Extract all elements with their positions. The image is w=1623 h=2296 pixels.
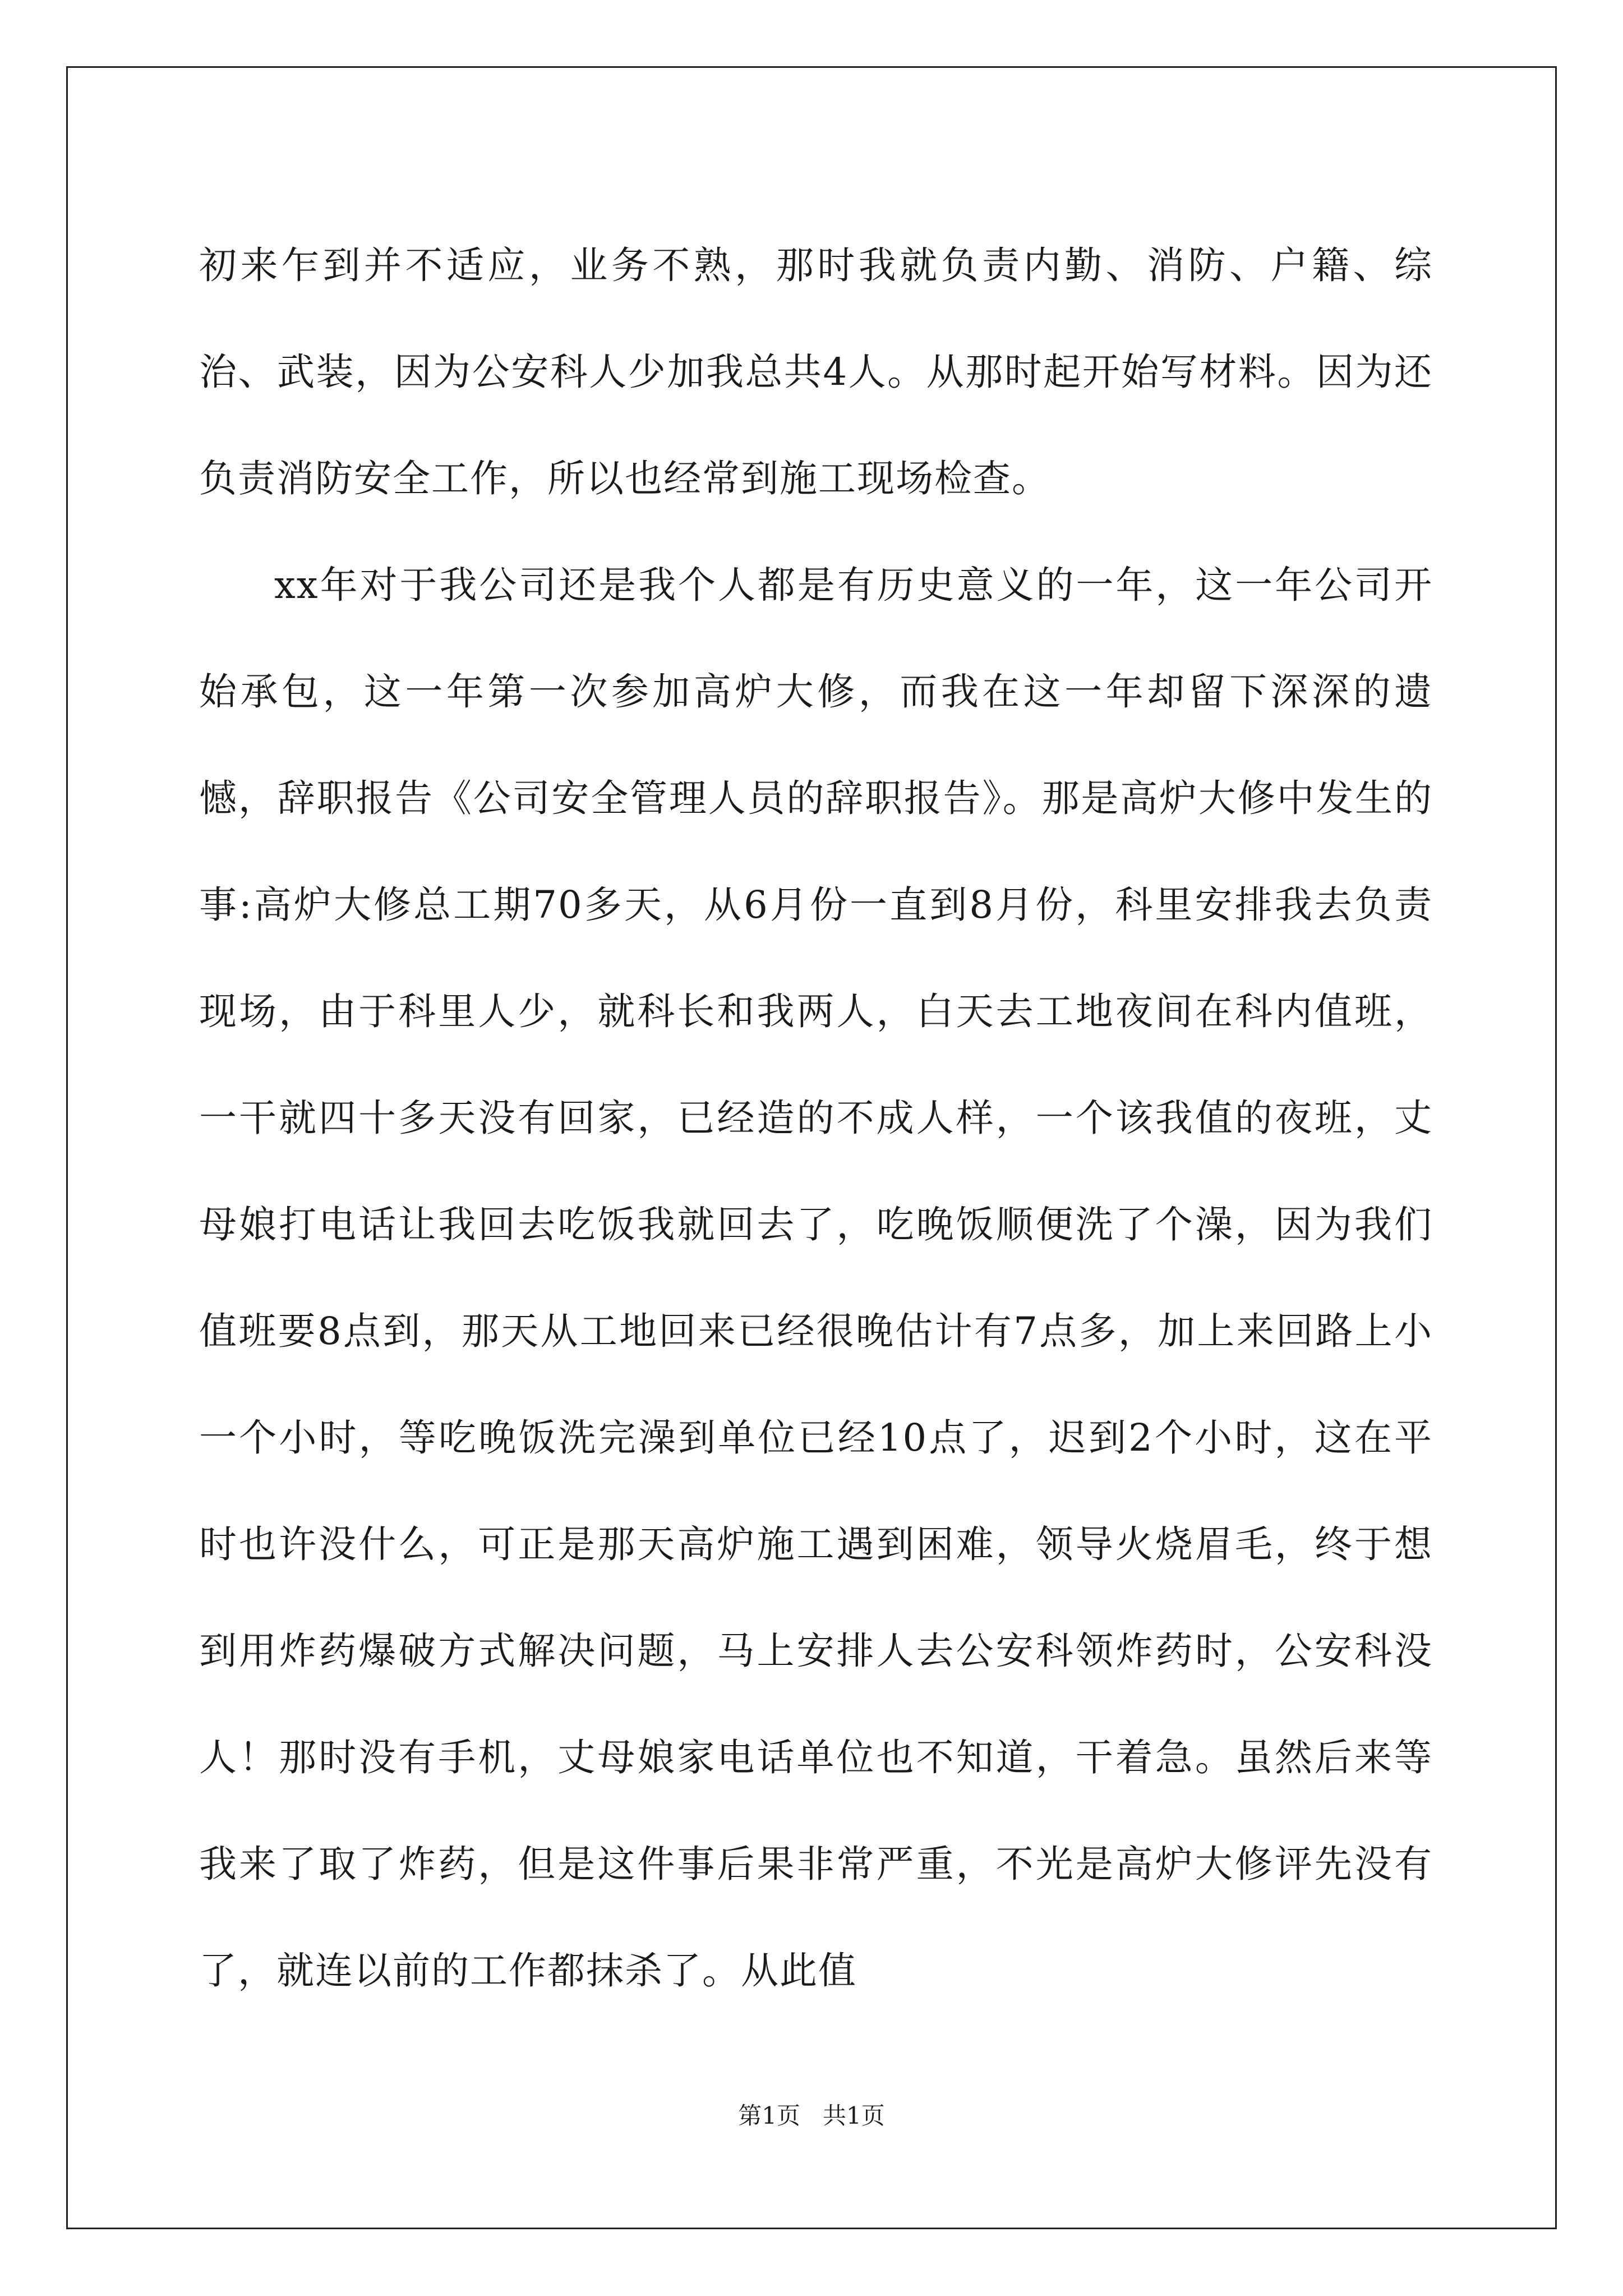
page-number-total: 共1页: [823, 2102, 885, 2129]
paragraph-1: 初来乍到并不适应，业务不熟，那时我就负责内勤、消防、户籍、综治、武装，因为公安科人少加我总共4人。从那时起开始写材料。因为还负责消防安全工作，所以也经常到施工现场检查。: [199, 243, 1433, 500]
page-number-current: 第1页: [738, 2102, 800, 2129]
document-body: [199, 212, 1433, 2024]
paragraph-2: xx年对于我公司还是我个人都是有历史意义的一年，这一年公司开始承包，这一年第一次参加高炉大修，而我在这一年却留下深深的遗憾，辞职报告《公司安全管理人员的辞职报告》。那是高炉大修中发生的事:高炉大修总工期70多天，从6月份一直到8月份，科里安排我去负责现场，由于科里人少，就科长和我两人，白天去工地夜间在科内值班，一干就四十多天没有回家，已经造的不成人样，一个该我值的夜班，丈母娘打电话让我回去吃饭我就回去了，吃晚饭顺便洗了个澡，因为我们值班要8点到，那天从工地回来已经很晚估计有7点多，加上来回路上小一个小时，等吃晚饭洗完澡到单位已经10点了，迟到2个小时，这在平时也许没什么，可正是那天高炉施工遇到困难，领导火烧眉毛，终于想到用炸药爆破方式解决问题，马上安排人去公安科领炸药时，公安科没人！那时没有手机，丈母娘家电话单位也不知道，干着急。虽然后来等我来了取了炸药，但是这件事后果非常严重，不光是高炉大修评先没有了，就连以前的工作都抹杀了。从此值: [199, 563, 1433, 1993]
page-footer: [0, 2099, 1623, 2133]
